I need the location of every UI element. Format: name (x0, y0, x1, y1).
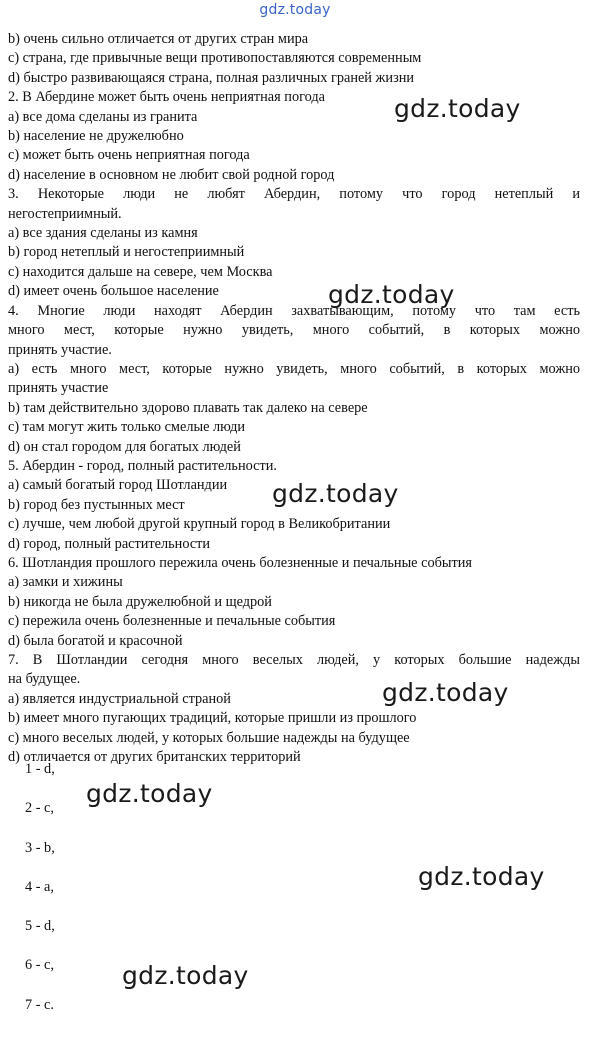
option-line: b) там действительно здорово плавать так далеко на севере (8, 399, 368, 416)
option-line: b) имеет много пугающих традиций, которые пришли из прошлого (8, 710, 417, 727)
option-line: c) страна, где привычные вещи противопоставляются современным (8, 50, 422, 67)
option-line: a) все дома сделаны из гранита (8, 108, 198, 125)
watermark: gdz.today (122, 961, 249, 990)
option-line: d) отличается от других британских территорий (8, 749, 301, 766)
answer-key (25, 750, 55, 1025)
option-line: c) лучше, чем любой другой крупный город в Великобритании (8, 516, 391, 533)
option-line: принять участие (8, 380, 109, 397)
header-watermark: gdz.today (259, 2, 331, 18)
question-line: 5. Абердин - город, полный растительности. (8, 457, 277, 474)
option-line: c) находится дальше на севере, чем Москва (8, 263, 273, 280)
answer-item: 6 - c, (25, 957, 54, 974)
watermark: gdz.today (86, 779, 213, 808)
document-body (8, 30, 580, 767)
option-line: a) самый богатый город Шотландии (8, 477, 228, 494)
option-line: a) является индустриальной страной (8, 690, 231, 707)
option-line: d) была богатой и красочной (8, 632, 183, 649)
option-line: d) город, полный растительности (8, 535, 211, 552)
question-line: принять участие. (8, 341, 112, 358)
question-line: негостеприимный. (8, 205, 122, 222)
question-line: 3. Некоторые люди не любят Абердин, потому что город нетеплый и (8, 186, 580, 203)
answer-item: 1 - d, (25, 761, 55, 777)
option-line: d) население в основном не любит свой родной город (8, 166, 335, 183)
answer-item: 5 - d, (25, 918, 55, 935)
option-line: b) город нетеплый и негостеприимный (8, 244, 245, 261)
watermark: gdz.today (328, 280, 455, 309)
question-line: 6. Шотландия прошлого пережила очень болезненные и печальные события (8, 554, 472, 571)
option-line: d) быстро развивающаяся страна, полная различных граней жизни (8, 69, 415, 86)
answer-item: 2 - c, (25, 800, 54, 817)
watermark: gdz.today (272, 479, 399, 508)
option-line: c) много веселых людей, у которых большие надежды на будущее (8, 729, 410, 746)
option-line: c) там могут жить только смелые люди (8, 419, 246, 436)
question-line: много мест, которые нужно увидеть, много событий, в которых можно (8, 322, 580, 339)
option-line: c) пережила очень болезненные и печальные события (8, 613, 336, 630)
answer-item: 3 - b, (25, 839, 55, 856)
option-line: a) замки и хижины (8, 574, 123, 591)
option-line: a) все здания сделаны из камня (8, 225, 198, 242)
option-line: b) очень сильно отличается от других стран мира (8, 31, 309, 47)
option-line: c) может быть очень неприятная погода (8, 147, 250, 164)
option-line: d) имеет очень большое население (8, 283, 219, 300)
watermark: gdz.today (394, 94, 521, 123)
answer-item: 4 - a, (25, 878, 54, 895)
question-line: 4. Многие люди находят Абердин захватывающим, потому что там есть (8, 302, 580, 319)
option-line: b) население не дружелюбно (8, 128, 184, 145)
watermark: gdz.today (382, 678, 509, 707)
answer-item: 7 - c. (25, 996, 54, 1013)
watermark: gdz.today (418, 862, 545, 891)
question-line: 2. В Абердине может быть очень неприятная погода (8, 89, 325, 106)
question-line: 7. В Шотландии сегодня много веселых людей, у которых большие надежды (8, 652, 580, 668)
option-line: b) город без пустынных мест (8, 496, 185, 513)
option-line: d) он стал городом для богатых людей (8, 438, 241, 455)
option-line: a) есть много мест, которые нужно увидеть, много событий, в которых можно (8, 360, 580, 377)
option-line: b) никогда не была дружелюбной и щедрой (8, 593, 272, 610)
question-line: на будущее. (8, 671, 81, 688)
